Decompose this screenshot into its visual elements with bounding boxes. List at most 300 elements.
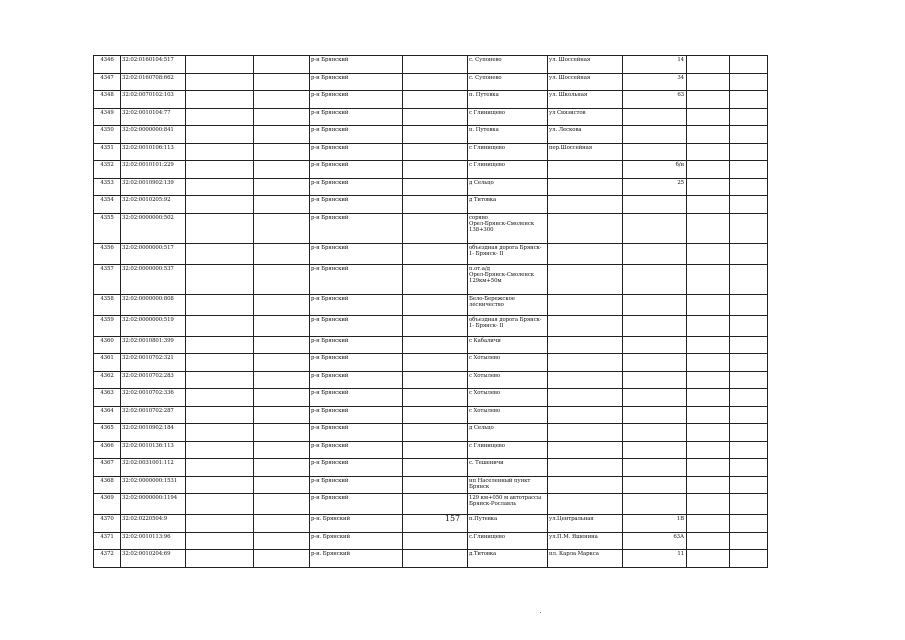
empty-cell xyxy=(730,213,768,243)
empty-cell xyxy=(687,264,730,294)
house-number-cell: 63 xyxy=(623,91,687,109)
row-number-cell: 4370 xyxy=(94,515,121,533)
empty-cell xyxy=(254,213,310,243)
table-row xyxy=(94,178,768,196)
empty-cell xyxy=(186,336,254,354)
row-number-cell: 4372 xyxy=(94,550,121,568)
empty-cell xyxy=(730,56,768,74)
empty-cell xyxy=(403,532,468,550)
empty-cell xyxy=(186,161,254,179)
empty-cell xyxy=(186,108,254,126)
cadastral-number-cell: 32:02:0010702:287 xyxy=(121,406,186,424)
empty-cell xyxy=(254,459,310,477)
empty-cell xyxy=(730,196,768,214)
empty-cell xyxy=(254,143,310,161)
street-cell: ул. Шоссейная xyxy=(548,73,623,91)
empty-cell xyxy=(254,294,310,315)
district-cell: р-н Брянский xyxy=(310,389,403,407)
district-cell: р-н Брянский xyxy=(310,196,403,214)
cadastral-number-cell: 32:02:0010801:399 xyxy=(121,336,186,354)
cadastral-number-cell: 32:02:0010113:96 xyxy=(121,532,186,550)
empty-cell xyxy=(254,178,310,196)
house-number-cell xyxy=(623,108,687,126)
locality-cell: п.от.а/д Орел-Брянск-Смоленск 129км+50м xyxy=(468,264,548,294)
empty-cell xyxy=(687,371,730,389)
table-row xyxy=(94,476,768,494)
empty-cell xyxy=(403,91,468,109)
empty-cell xyxy=(254,532,310,550)
house-number-cell: 11 xyxy=(623,550,687,568)
empty-cell xyxy=(687,550,730,568)
page-number: 157 xyxy=(444,514,461,523)
house-number-cell xyxy=(623,441,687,459)
empty-cell xyxy=(254,126,310,144)
street-cell xyxy=(548,494,623,515)
empty-cell xyxy=(687,424,730,442)
locality-cell: 129 км+050 м автотрассы Брянск-Рославль xyxy=(468,494,548,515)
empty-cell xyxy=(687,91,730,109)
empty-cell xyxy=(186,459,254,477)
district-cell: р-н Брянский xyxy=(310,476,403,494)
empty-cell xyxy=(403,196,468,214)
empty-cell xyxy=(730,73,768,91)
house-number-cell: 1В xyxy=(623,515,687,533)
row-number-cell: 4349 xyxy=(94,108,121,126)
empty-cell xyxy=(254,161,310,179)
empty-cell xyxy=(186,315,254,336)
cadastral-number-cell: 32:02:0220504:9 xyxy=(121,515,186,533)
empty-cell xyxy=(730,371,768,389)
locality-cell: с Хотылево xyxy=(468,406,548,424)
locality-cell: нп Населенный пункт Брянск xyxy=(468,476,548,494)
table-row xyxy=(94,243,768,264)
district-cell: р-н Брянский xyxy=(310,459,403,477)
cadastral-number-cell: 32:02:0010902:184 xyxy=(121,424,186,442)
empty-cell xyxy=(186,73,254,91)
registry-table xyxy=(93,55,768,568)
empty-cell xyxy=(403,294,468,315)
locality-cell: п. Путевка xyxy=(468,91,548,109)
empty-cell xyxy=(403,243,468,264)
locality-cell: с Кабаличи xyxy=(468,336,548,354)
row-number-cell: 4350 xyxy=(94,126,121,144)
district-cell: р-н Брянский xyxy=(310,178,403,196)
empty-cell xyxy=(687,73,730,91)
house-number-cell xyxy=(623,143,687,161)
row-number-cell: 4357 xyxy=(94,264,121,294)
house-number-cell xyxy=(623,354,687,372)
house-number-cell xyxy=(623,459,687,477)
row-number-cell: 4371 xyxy=(94,532,121,550)
row-number-cell: 4365 xyxy=(94,424,121,442)
house-number-cell xyxy=(623,294,687,315)
locality-cell: с Хотылево xyxy=(468,389,548,407)
empty-cell xyxy=(730,336,768,354)
row-number-cell: 4361 xyxy=(94,354,121,372)
district-cell: р-н Брянский xyxy=(310,494,403,515)
cadastral-number-cell: 32:02:0010902:139 xyxy=(121,178,186,196)
empty-cell xyxy=(687,389,730,407)
cadastral-number-cell: 32:02:0010205:92 xyxy=(121,196,186,214)
empty-cell xyxy=(687,196,730,214)
empty-cell xyxy=(730,550,768,568)
table-row xyxy=(94,441,768,459)
district-cell: р-н Брянский xyxy=(310,371,403,389)
empty-cell xyxy=(254,354,310,372)
scan-speck xyxy=(540,612,541,613)
house-number-cell xyxy=(623,243,687,264)
empty-cell xyxy=(403,315,468,336)
empty-cell xyxy=(730,243,768,264)
street-cell: пл. Карла Маркса xyxy=(548,550,623,568)
street-cell xyxy=(548,161,623,179)
empty-cell xyxy=(254,196,310,214)
district-cell: р-н Брянский xyxy=(310,56,403,74)
empty-cell xyxy=(730,389,768,407)
street-cell xyxy=(548,459,623,477)
cadastral-number-cell: 32:02:0010204:69 xyxy=(121,550,186,568)
district-cell: р-н Брянский xyxy=(310,315,403,336)
cadastral-number-cell: 32:02:0000000:519 xyxy=(121,315,186,336)
locality-cell: соряво Орел-Брянск-Смоленск 138+300 xyxy=(468,213,548,243)
empty-cell xyxy=(403,178,468,196)
cadastral-number-cell: 32:02:0000000:517 xyxy=(121,243,186,264)
street-cell: ул. Школьная xyxy=(548,91,623,109)
table-row xyxy=(94,336,768,354)
empty-cell xyxy=(186,354,254,372)
district-cell: р-н Брянский xyxy=(310,336,403,354)
house-number-cell xyxy=(623,476,687,494)
table-row xyxy=(94,294,768,315)
empty-cell xyxy=(687,243,730,264)
row-number-cell: 4354 xyxy=(94,196,121,214)
house-number-cell xyxy=(623,264,687,294)
cadastral-number-cell: 32:02:0010702:283 xyxy=(121,371,186,389)
street-cell: ул.П.М. Яшенина xyxy=(548,532,623,550)
district-cell: р-н Брянский xyxy=(310,406,403,424)
locality-cell: с Глинищево xyxy=(468,108,548,126)
district-cell: р-н Брянский xyxy=(310,91,403,109)
table-row xyxy=(94,406,768,424)
empty-cell xyxy=(730,354,768,372)
empty-cell xyxy=(403,371,468,389)
house-number-cell xyxy=(623,371,687,389)
row-number-cell: 4348 xyxy=(94,91,121,109)
empty-cell xyxy=(254,56,310,74)
empty-cell xyxy=(730,476,768,494)
table-row xyxy=(94,494,768,515)
empty-cell xyxy=(186,494,254,515)
table-row xyxy=(94,315,768,336)
locality-cell: с Глинищево xyxy=(468,441,548,459)
empty-cell xyxy=(730,108,768,126)
empty-cell xyxy=(254,476,310,494)
empty-cell xyxy=(687,294,730,315)
empty-cell xyxy=(254,264,310,294)
row-number-cell: 4366 xyxy=(94,441,121,459)
district-cell: р-н Брянский xyxy=(310,424,403,442)
locality-cell: п.Путевка xyxy=(468,515,548,533)
street-cell xyxy=(548,294,623,315)
house-number-cell xyxy=(623,315,687,336)
empty-cell xyxy=(687,56,730,74)
table-body xyxy=(94,56,768,568)
house-number-cell xyxy=(623,336,687,354)
empty-cell xyxy=(403,143,468,161)
district-cell: р-н Брянский xyxy=(310,264,403,294)
empty-cell xyxy=(730,494,768,515)
empty-cell xyxy=(687,213,730,243)
district-cell: р-н Брянский xyxy=(310,294,403,315)
empty-cell xyxy=(403,389,468,407)
locality-cell: с Хотылево xyxy=(468,354,548,372)
empty-cell xyxy=(687,336,730,354)
row-number-cell: 4358 xyxy=(94,294,121,315)
cadastral-number-cell: 32:02:0160104:517 xyxy=(121,56,186,74)
table-row xyxy=(94,126,768,144)
empty-cell xyxy=(403,73,468,91)
empty-cell xyxy=(687,441,730,459)
street-cell: ул. Шоссейная xyxy=(548,56,623,74)
empty-cell xyxy=(186,178,254,196)
row-number-cell: 4351 xyxy=(94,143,121,161)
empty-cell xyxy=(403,56,468,74)
locality-cell: д Сельцо xyxy=(468,178,548,196)
district-cell: р-н Брянский xyxy=(310,108,403,126)
house-number-cell xyxy=(623,196,687,214)
cadastral-number-cell: 32:02:0000000:537 xyxy=(121,264,186,294)
empty-cell xyxy=(687,532,730,550)
cadastral-number-cell: 32:02:0010136:113 xyxy=(121,441,186,459)
table-row xyxy=(94,56,768,74)
empty-cell xyxy=(687,126,730,144)
empty-cell xyxy=(687,354,730,372)
empty-cell xyxy=(254,73,310,91)
house-number-cell xyxy=(623,494,687,515)
empty-cell xyxy=(186,91,254,109)
street-cell xyxy=(548,441,623,459)
empty-cell xyxy=(186,476,254,494)
cadastral-number-cell: 32:02:0000000:808 xyxy=(121,294,186,315)
district-cell: р-н Брянский xyxy=(310,213,403,243)
locality-cell: с. Супонево xyxy=(468,73,548,91)
empty-cell xyxy=(254,550,310,568)
table-row xyxy=(94,73,768,91)
empty-cell xyxy=(403,441,468,459)
empty-cell xyxy=(403,550,468,568)
row-number-cell: 4347 xyxy=(94,73,121,91)
street-cell xyxy=(548,476,623,494)
house-number-cell xyxy=(623,406,687,424)
empty-cell xyxy=(687,143,730,161)
empty-cell xyxy=(730,143,768,161)
empty-cell xyxy=(403,476,468,494)
empty-cell xyxy=(730,126,768,144)
locality-cell: д.Титовка xyxy=(468,550,548,568)
row-number-cell: 4364 xyxy=(94,406,121,424)
cadastral-number-cell: 32:02:0010106:113 xyxy=(121,143,186,161)
empty-cell xyxy=(186,56,254,74)
empty-cell xyxy=(254,315,310,336)
street-cell xyxy=(548,264,623,294)
table-row xyxy=(94,91,768,109)
house-number-cell: б/н xyxy=(623,161,687,179)
row-number-cell: 4356 xyxy=(94,243,121,264)
empty-cell xyxy=(403,424,468,442)
cadastral-number-cell: 32:02:0000000:502 xyxy=(121,213,186,243)
cadastral-number-cell: 32:02:0070102:103 xyxy=(121,91,186,109)
empty-cell xyxy=(687,476,730,494)
street-cell xyxy=(548,371,623,389)
empty-cell xyxy=(403,108,468,126)
house-number-cell: 34 xyxy=(623,73,687,91)
table-row xyxy=(94,143,768,161)
table-row xyxy=(94,108,768,126)
district-cell: р-н Брянский xyxy=(310,143,403,161)
empty-cell xyxy=(186,264,254,294)
table-row xyxy=(94,264,768,294)
house-number-cell xyxy=(623,424,687,442)
table-row xyxy=(94,161,768,179)
locality-cell: Бело-Бережское лесничество xyxy=(468,294,548,315)
empty-cell xyxy=(186,550,254,568)
locality-cell: с.Глинищево xyxy=(468,532,548,550)
house-number-cell xyxy=(623,126,687,144)
empty-cell xyxy=(254,336,310,354)
empty-cell xyxy=(730,441,768,459)
table-row xyxy=(94,532,768,550)
row-number-cell: 4360 xyxy=(94,336,121,354)
empty-cell xyxy=(730,161,768,179)
district-cell: р-н. Брянский xyxy=(310,532,403,550)
empty-cell xyxy=(730,315,768,336)
row-number-cell: 4367 xyxy=(94,459,121,477)
empty-cell xyxy=(403,161,468,179)
cadastral-number-cell: 32:02:0031001:112 xyxy=(121,459,186,477)
empty-cell xyxy=(403,406,468,424)
empty-cell xyxy=(186,196,254,214)
table-row xyxy=(94,354,768,372)
house-number-cell: 63А xyxy=(623,532,687,550)
empty-cell xyxy=(254,441,310,459)
empty-cell xyxy=(403,354,468,372)
table-row xyxy=(94,371,768,389)
empty-cell xyxy=(687,315,730,336)
district-cell: р-н Брянский xyxy=(310,441,403,459)
empty-cell xyxy=(687,459,730,477)
street-cell xyxy=(548,213,623,243)
empty-cell xyxy=(254,424,310,442)
table-row xyxy=(94,459,768,477)
empty-cell xyxy=(403,336,468,354)
street-cell: пер.Шоссейная xyxy=(548,143,623,161)
empty-cell xyxy=(403,213,468,243)
empty-cell xyxy=(730,91,768,109)
empty-cell xyxy=(254,371,310,389)
row-number-cell: 4368 xyxy=(94,476,121,494)
empty-cell xyxy=(186,243,254,264)
table-row xyxy=(94,550,768,568)
empty-cell xyxy=(254,389,310,407)
empty-cell xyxy=(730,532,768,550)
empty-cell xyxy=(403,459,468,477)
street-cell xyxy=(548,243,623,264)
street-cell xyxy=(548,178,623,196)
empty-cell xyxy=(687,178,730,196)
table-row xyxy=(94,196,768,214)
street-cell: ул.Центральная xyxy=(548,515,623,533)
cadastral-number-cell: 32:02:0000000:1531 xyxy=(121,476,186,494)
empty-cell xyxy=(186,532,254,550)
empty-cell xyxy=(186,406,254,424)
empty-cell xyxy=(730,459,768,477)
district-cell: р-н Брянский xyxy=(310,161,403,179)
empty-cell xyxy=(403,126,468,144)
street-cell xyxy=(548,389,623,407)
empty-cell xyxy=(730,424,768,442)
empty-cell xyxy=(186,143,254,161)
row-number-cell: 4346 xyxy=(94,56,121,74)
cadastral-number-cell: 32:02:0000000:1194 xyxy=(121,494,186,515)
row-number-cell: 4355 xyxy=(94,213,121,243)
row-number-cell: 4362 xyxy=(94,371,121,389)
empty-cell xyxy=(186,213,254,243)
locality-cell: с Глинищево xyxy=(468,161,548,179)
empty-cell xyxy=(186,389,254,407)
empty-cell xyxy=(730,264,768,294)
row-number-cell: 4363 xyxy=(94,389,121,407)
empty-cell xyxy=(403,494,468,515)
locality-cell: с Хотылево xyxy=(468,371,548,389)
locality-cell: объездная дорога Брянск- 1- Брянск- II xyxy=(468,243,548,264)
cadastral-number-cell: 32:02:0010101:229 xyxy=(121,161,186,179)
empty-cell xyxy=(186,441,254,459)
row-number-cell: 4359 xyxy=(94,315,121,336)
table-row xyxy=(94,389,768,407)
empty-cell xyxy=(403,264,468,294)
house-number-cell: 14 xyxy=(623,56,687,74)
cadastral-number-cell: 32:02:0010104:77 xyxy=(121,108,186,126)
empty-cell xyxy=(254,406,310,424)
row-number-cell: 4352 xyxy=(94,161,121,179)
empty-cell xyxy=(687,406,730,424)
house-number-cell: 25 xyxy=(623,178,687,196)
street-cell xyxy=(548,196,623,214)
cadastral-number-cell: 32:02:0160708:662 xyxy=(121,73,186,91)
district-cell: р-н Брянский xyxy=(310,73,403,91)
district-cell: р-н. Брянский xyxy=(310,550,403,568)
empty-cell xyxy=(730,406,768,424)
house-number-cell xyxy=(623,213,687,243)
empty-cell xyxy=(687,161,730,179)
street-cell xyxy=(548,315,623,336)
locality-cell: с Глинищево xyxy=(468,143,548,161)
locality-cell: с. Тешеничи xyxy=(468,459,548,477)
empty-cell xyxy=(254,243,310,264)
empty-cell xyxy=(186,371,254,389)
house-number-cell xyxy=(623,389,687,407)
empty-cell xyxy=(730,178,768,196)
empty-cell xyxy=(254,91,310,109)
district-cell: р-н. Брянский xyxy=(310,515,403,533)
street-cell: ул. Лескова xyxy=(548,126,623,144)
street-cell xyxy=(548,406,623,424)
locality-cell: п. Путевка xyxy=(468,126,548,144)
locality-cell: с. Супонево xyxy=(468,56,548,74)
empty-cell xyxy=(687,494,730,515)
locality-cell: д Сельцо xyxy=(468,424,548,442)
empty-cell xyxy=(186,424,254,442)
